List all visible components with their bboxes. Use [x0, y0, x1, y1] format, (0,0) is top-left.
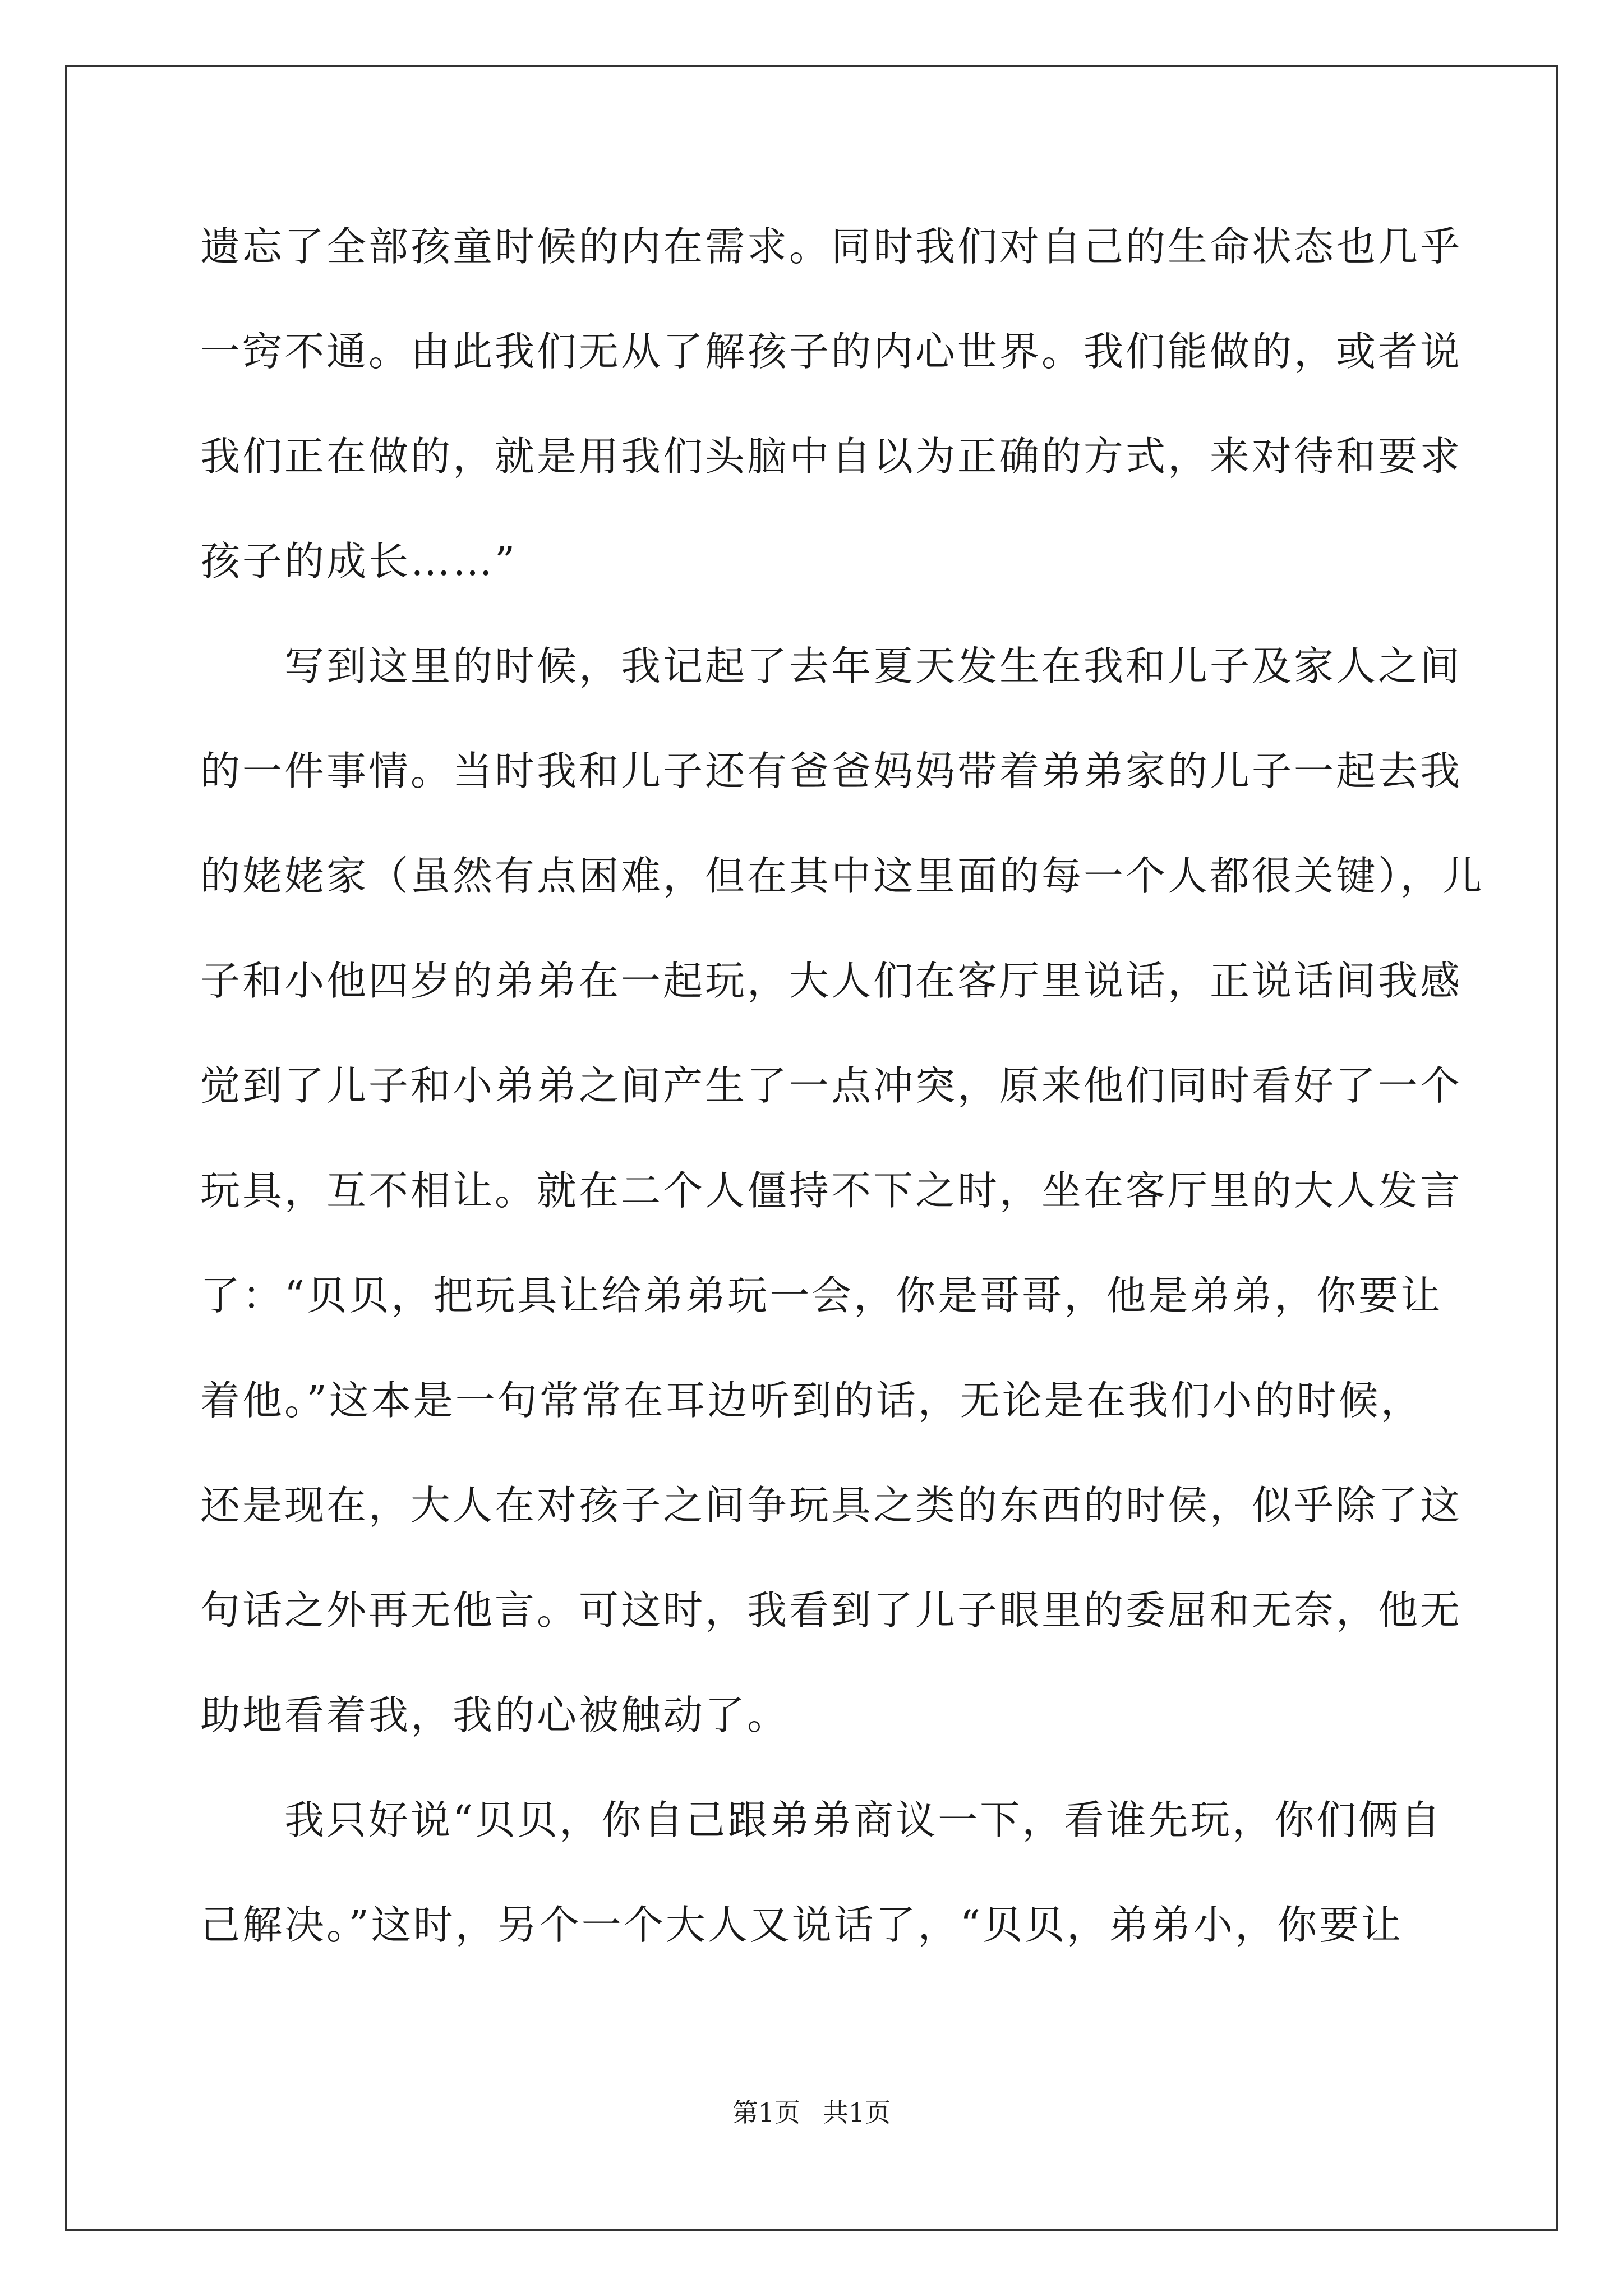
- text-line: 还是现在，大人在对孩子之间争玩具之类的东西的时侯，似乎除了这: [200, 1482, 1463, 1529]
- text-line: 孩子的成长……”: [200, 538, 518, 585]
- page-total: 共1页: [823, 2097, 891, 2128]
- page-footer: [0, 2096, 1623, 2129]
- text-line: 的姥姥家（虽然有点困难，但在其中这里面的每一个人都很关键），儿: [200, 853, 1484, 899]
- text-line: 遗忘了全部孩童时候的内在需求。同时我们对自己的生命状态也几乎: [200, 223, 1463, 270]
- text-line: 了：“贝贝，把玩具让给弟弟玩一会，你是哥哥，他是弟弟，你要让: [200, 1272, 1443, 1319]
- text-line: 的一件事情。当时我和儿子还有爸爸妈妈带着弟弟家的儿子一起去我: [200, 748, 1463, 794]
- text-line: 玩具，互不相让。就在二个人僵持不下之时，坐在客厅里的大人发言: [200, 1167, 1463, 1214]
- text-line: 我只好说“贝贝，你自己跟弟弟商议一下，看谁先玩，你们俩自: [200, 1797, 1443, 1843]
- text-line: 觉到了儿子和小弟弟之间产生了一点冲突，原来他们同时看好了一个: [200, 1062, 1463, 1109]
- text-line: 我们正在做的，就是用我们头脑中自以为正确的方式，来对待和要求: [200, 433, 1463, 480]
- page-number: 第1页: [732, 2097, 800, 2128]
- text-line: 写到这里的时候，我记起了去年夏天发生在我和儿子及家人之间: [200, 643, 1463, 689]
- text-line: 子和小他四岁的弟弟在一起玩，大人们在客厅里说话，正说话间我感: [200, 958, 1463, 1004]
- text-line: 着他。”这本是一句常常在耳边听到的话，无论是在我们小的时候，: [200, 1377, 1423, 1424]
- text-line: 一窍不通。由此我们无从了解孩子的内心世界。我们能做的，或者说: [200, 328, 1463, 375]
- text-line: 己解决。”这时，另个一个大人又说话了，“贝贝，弟弟小，你要让: [200, 1902, 1404, 1948]
- text-line: 句话之外再无他言。可这时，我看到了儿子眼里的委屈和无奈，他无: [200, 1587, 1463, 1634]
- text-line: 助地看着我，我的心被触动了。: [200, 1692, 790, 1738]
